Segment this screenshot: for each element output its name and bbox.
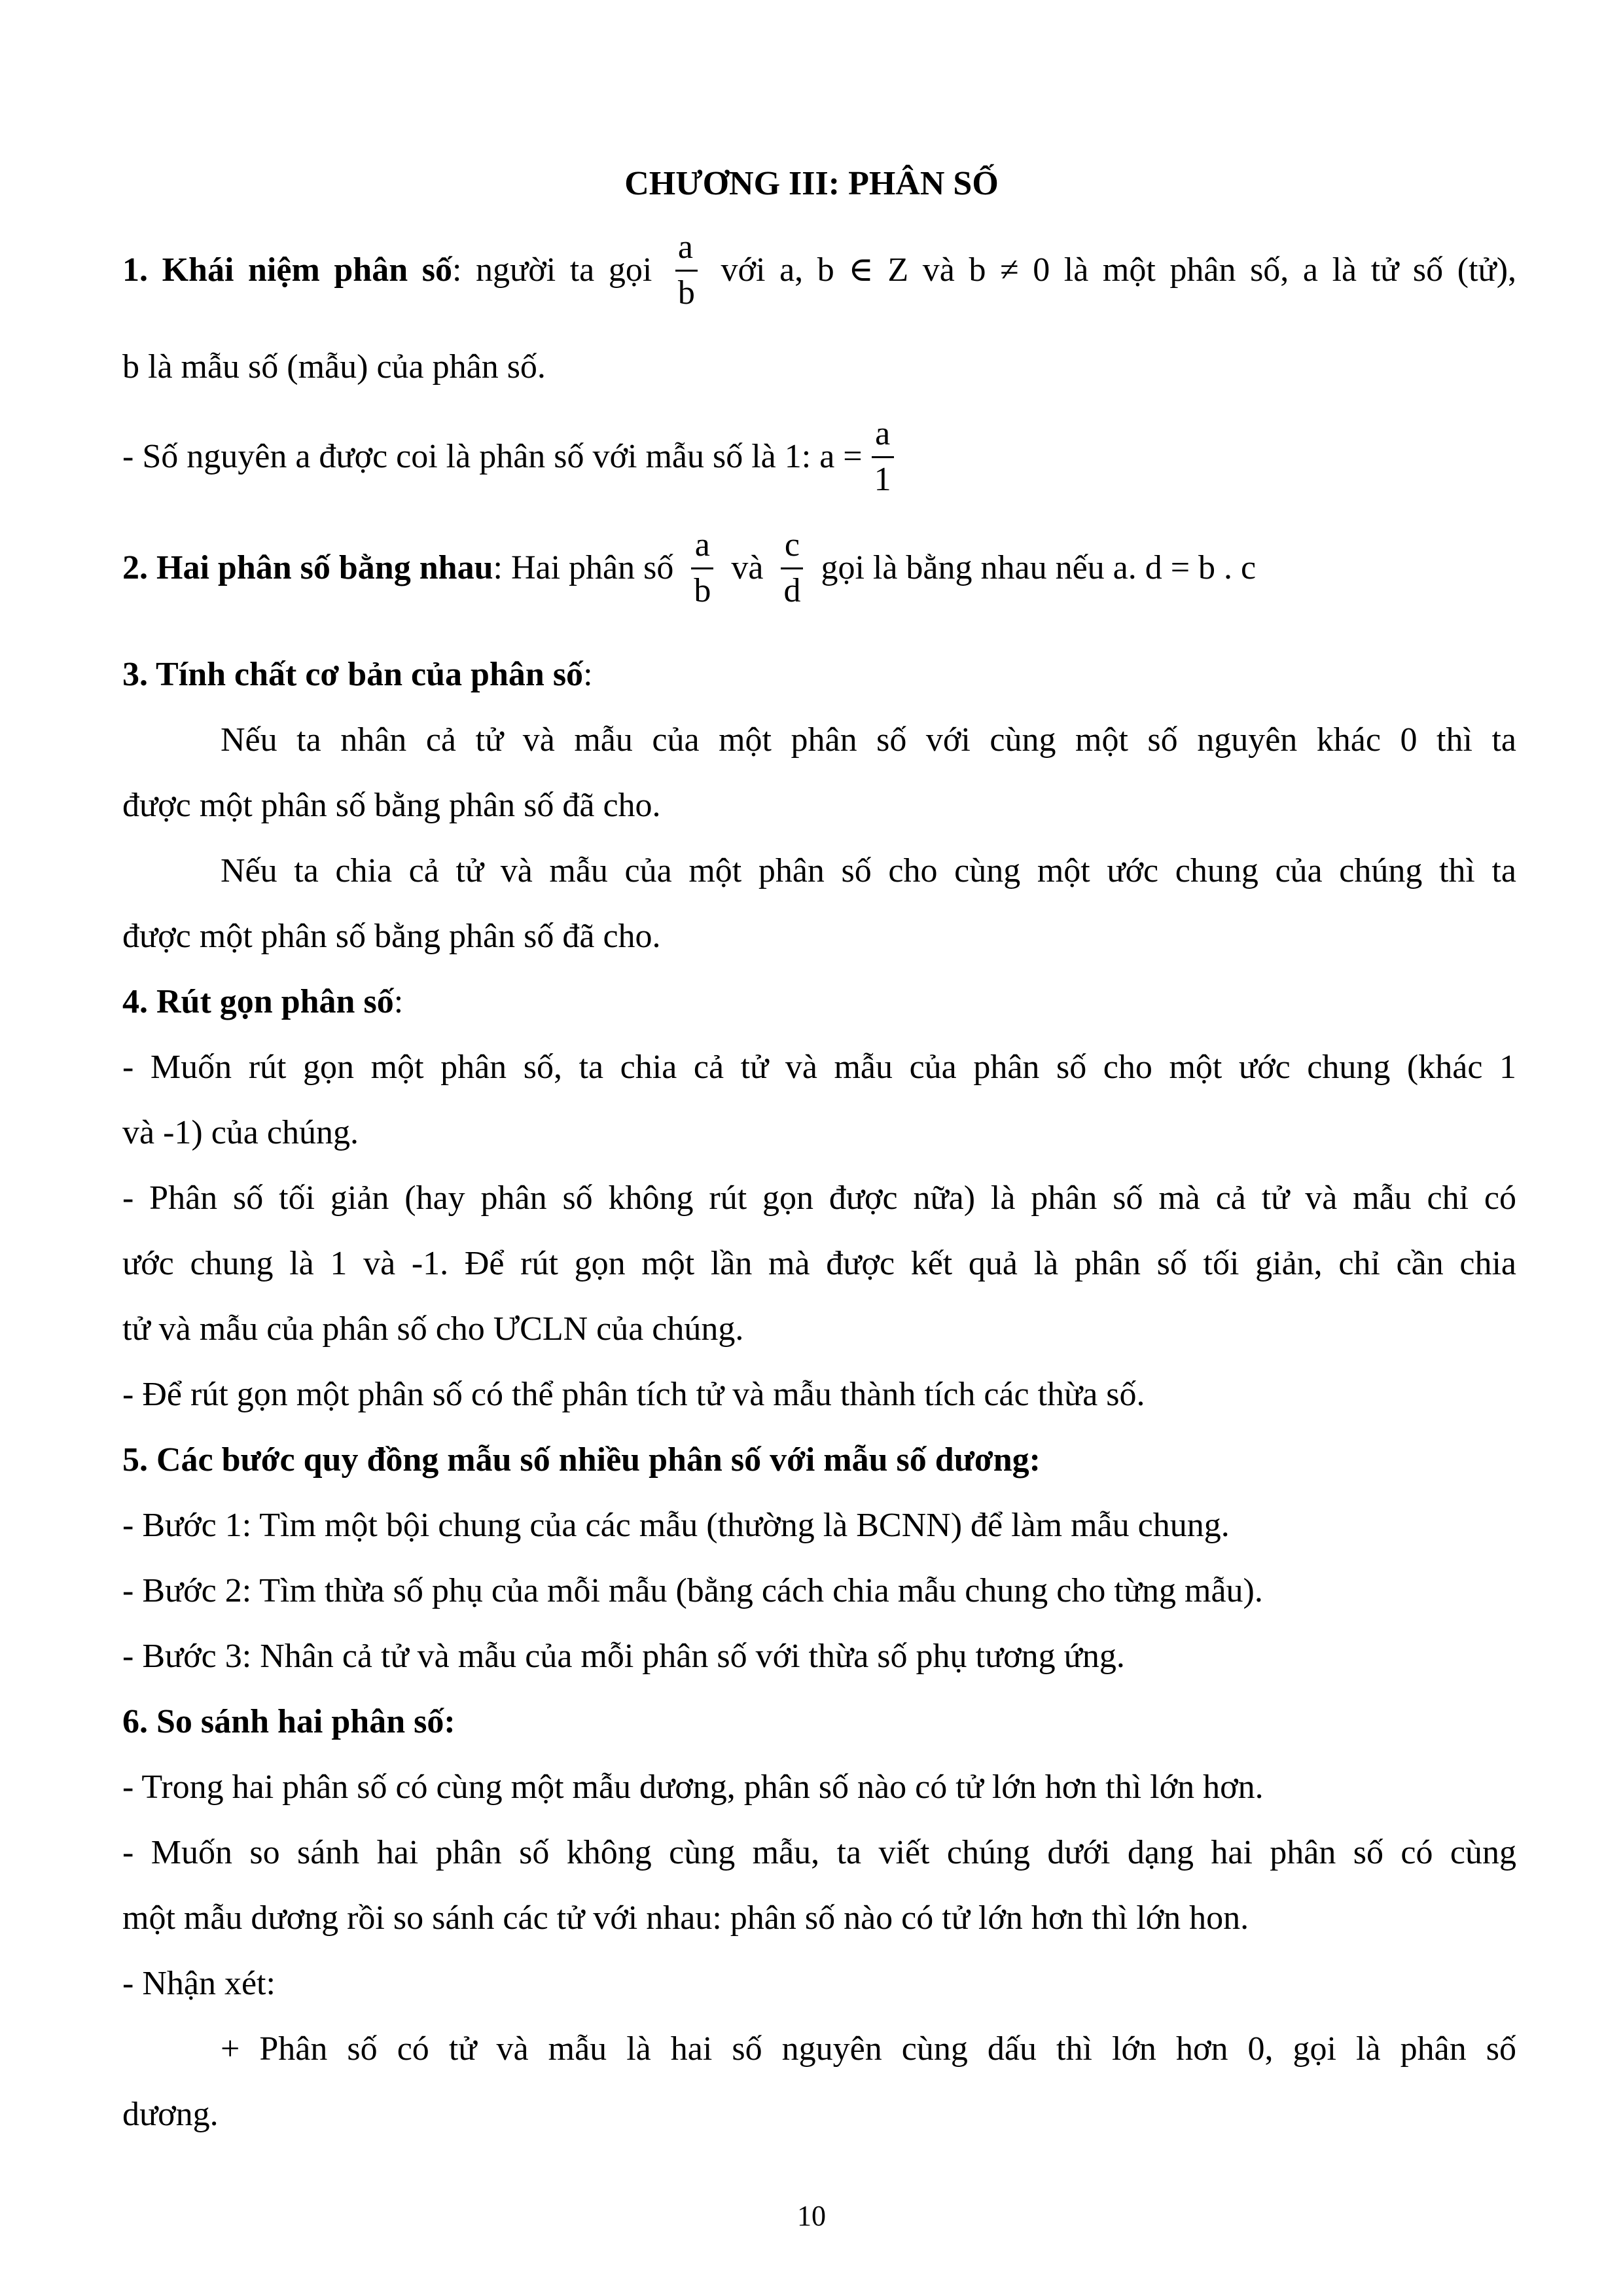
s4-line3: - Phân số tối giản (hay phân số không rút gọn được nữa) là phân số mà cả tử và mẫu chỉ có	[122, 1179, 1516, 1217]
s3-p2-line2: được một phân số bằng phân số đã cho.	[122, 918, 661, 955]
s6-line5: + Phân số có tử và mẫu là hai số nguyên cùng dấu thì lớn hơn 0, gọi là phân số	[221, 2030, 1516, 2068]
s6-heading-line	[122, 1705, 1516, 1739]
s3-p2-line1: Nếu ta chia cả tử và mẫu của một phân số cho cùng một ước chung của chúng thì ta	[221, 852, 1516, 889]
s6-line6: dương.	[122, 2096, 219, 2133]
s4-heading: 4. Rút gọn phân số	[122, 983, 394, 1020]
chapter-title: CHƯƠNG III: PHÂN SỐ	[624, 165, 999, 202]
s4-line6: - Để rút gọn một phân số có thể phân tích tử và mẫu thành tích các thừa số.	[122, 1376, 1145, 1413]
s2-line1: 2. Hai phân số bằng nhau: Hai phân số $\frac{a}{b}$ và $\frac{c}{d}$ gọi là bằng nhau nếu a. d = b . c	[122, 526, 1257, 609]
s1-line1: 1. Khái niệm phân số: người ta gọi $\frac{a}{b}$ với a, b ∈ Z và b ≠ 0 là một phân số, a là tử số (tử),	[122, 228, 1517, 312]
s6-line3: một mẫu dương rồi so sánh các tử với nhau: phân số nào có tử lớn hơn thì lớn hon.	[122, 1899, 1249, 1937]
s5-line2: - Bước 2: Tìm thừa số phụ của mỗi mẫu (bằng cách chia mẫu chung cho từng mẫu).	[122, 1572, 1263, 1609]
fraction-a-over-1: $\frac{a}{1}$	[872, 416, 894, 497]
s4-line4: ước chung là 1 và -1. Để rút gọn một lần mà được kết quả là phân số tối giản, chỉ cần chia	[122, 1245, 1516, 1282]
s3-heading: 3. Tính chất cơ bản của phân số	[122, 656, 584, 693]
s6-heading: 6. So sánh hai phân số:	[122, 1703, 455, 1740]
s2-heading: 2. Hai phân số bằng nhau	[122, 549, 493, 587]
s5-line1: - Bước 1: Tìm một bội chung của các mẫu (thường là BCNN) để làm mẫu chung.	[122, 1507, 1230, 1544]
s5-heading: 5. Các bước quy đồng mẫu số nhiều phân số với mẫu số dương:	[122, 1441, 1041, 1479]
s6-line1: - Trong hai phân số có cùng một mẫu dương, phân số nào có tử lớn hơn thì lớn hơn.	[122, 1768, 1264, 1806]
s3-heading-line: 3. Tính chất cơ bản của phân số:	[122, 656, 593, 693]
fraction-a-over-b: $\frac{a}{b}$	[675, 230, 698, 311]
s4-heading-line: 4. Rút gọn phân số:	[122, 983, 404, 1020]
s1-line2: b là mẫu số (mẫu) của phân số.	[122, 348, 546, 386]
s4-line5: tử và mẫu của phân số cho ƯCLN của chúng.	[122, 1310, 744, 1348]
s6-line2: - Muốn so sánh hai phân số không cùng mẫu, ta viết chúng dưới dạng hai phân số có cùng	[122, 1834, 1516, 1871]
fraction-c-over-d: $\frac{c}{d}$	[781, 528, 803, 609]
page-number: 10	[797, 2200, 826, 2232]
s3-p1-line2: được một phân số bằng phân số đã cho.	[122, 787, 661, 824]
s1-line3: - Số nguyên a được coi là phân số với mẫu số là 1: a = $\frac{a}{1}$	[122, 419, 1516, 500]
s4-line1: - Muốn rút gọn một phân số, ta chia cả tử và mẫu của phân số cho một ước chung (khác 1	[122, 1049, 1516, 1086]
s5-heading-line	[122, 1443, 1516, 1477]
s3-p1-line1: Nếu ta nhân cả tử và mẫu của một phân số với cùng một số nguyên khác 0 thì ta	[221, 721, 1516, 759]
s1-heading: 1. Khái niệm phân số	[122, 251, 452, 289]
s5-line3: - Bước 3: Nhân cả tử và mẫu của mỗi phân số với thừa số phụ tương ứng.	[122, 1638, 1125, 1675]
s6-line4: - Nhận xét:	[122, 1965, 276, 2002]
s4-line2: và -1) của chúng.	[122, 1114, 359, 1151]
fraction-a-over-b: $\frac{a}{b}$	[691, 528, 713, 609]
